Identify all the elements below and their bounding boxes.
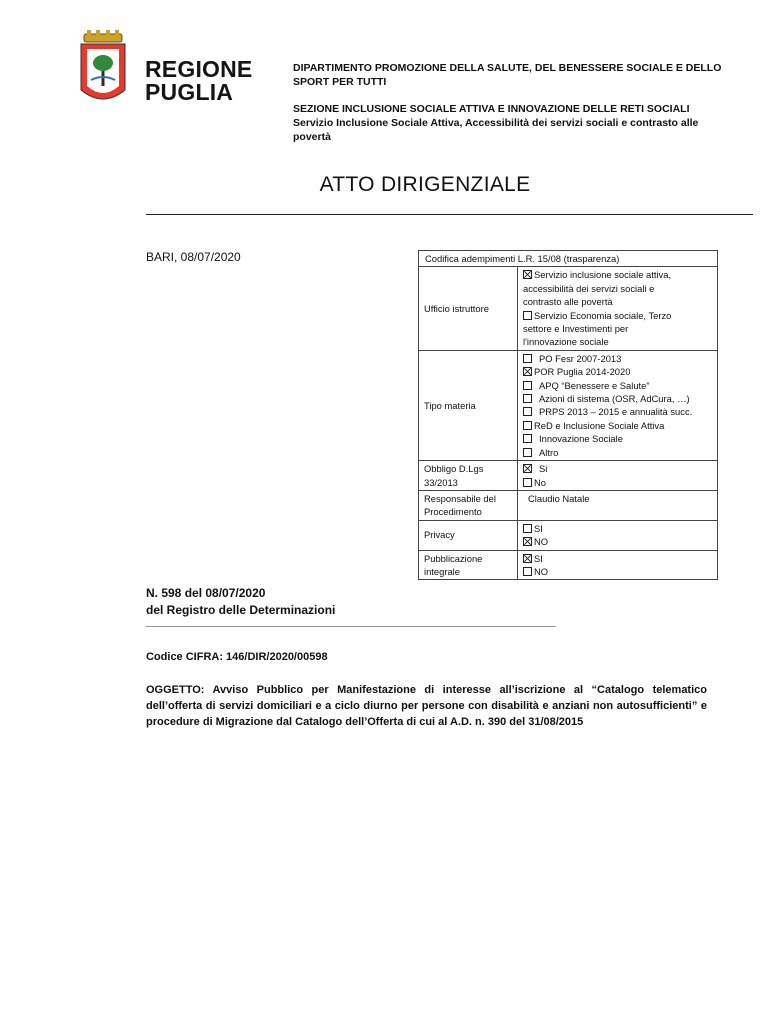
option-text: ReD e Inclusione Sociale Attiva <box>534 419 665 431</box>
unchecked-checkbox-icon <box>523 394 532 403</box>
unchecked-checkbox-icon <box>523 434 532 443</box>
underscore-rule: ________________________________________________________________________ <box>146 614 555 628</box>
tipo-option <box>523 352 712 365</box>
pubblicazione-option <box>523 565 712 578</box>
unchecked-checkbox-icon <box>523 354 532 363</box>
table-row <box>419 550 718 580</box>
unchecked-checkbox-icon <box>523 311 532 320</box>
table-row <box>419 461 718 491</box>
department-heading: DIPARTIMENTO PROMOZIONE DELLA SALUTE, DEL BENESSERE SOCIALE E DELLO SPORT PER TUTTI <box>293 62 722 88</box>
ufficio-option-2-line-1 <box>523 309 712 322</box>
table-row <box>419 267 718 350</box>
section-name: SEZIONE INCLUSIONE SOCIALE ATTIVA E INNOVAZIONE DELLE RETI SOCIALI <box>293 103 690 115</box>
option-text: APQ “Benessere e Salute” <box>539 379 650 391</box>
unchecked-checkbox-icon <box>523 524 532 533</box>
obbligo-options <box>518 461 718 491</box>
unchecked-checkbox-icon <box>523 478 532 487</box>
cifra-code: Codice CIFRA: 146/DIR/2020/00598 <box>146 651 328 663</box>
regione-puglia-coat-of-arms-icon <box>78 30 128 108</box>
tipo-option <box>523 419 712 432</box>
ufficio-label: Ufficio istruttore <box>419 267 518 350</box>
table-header: Codifica adempimenti L.R. 15/08 (trasparenza) <box>419 251 718 267</box>
privacy-label: Privacy <box>419 520 518 550</box>
obbligo-option <box>523 462 712 475</box>
ufficio-option-1-line-3: contrasto alle povertà <box>523 296 613 308</box>
option-text: SI <box>534 522 543 534</box>
transparency-table <box>418 250 718 580</box>
option-text: PRPS 2013 – 2015 e annualità succ. <box>539 406 693 418</box>
table-row <box>419 251 718 267</box>
obbligo-option <box>523 476 712 489</box>
document-title: ATTO DIRIGENZIALE <box>319 173 531 196</box>
number-line: N. 598 del 08/07/2020 <box>146 586 266 600</box>
option-text: Innovazione Sociale <box>539 433 623 445</box>
tipo-option <box>523 405 712 418</box>
option-text: Azioni di sistema (OSR, AdCura, …) <box>539 393 690 405</box>
unchecked-checkbox-icon <box>523 421 532 430</box>
title-divider <box>146 214 753 215</box>
responsabile-value <box>518 490 718 520</box>
table-row <box>419 520 718 550</box>
responsabile-label: Responsabile del Procedimento <box>419 490 518 520</box>
option-text: NO <box>534 536 549 548</box>
tipo-materia-options <box>518 350 718 460</box>
ufficio-option-1-line-2: accessibilità dei servizi sociali e <box>523 282 655 294</box>
table-row <box>419 350 718 460</box>
pubblicazione-options <box>518 550 718 580</box>
responsabile-name: Claudio Natale <box>528 492 590 504</box>
service-name: Servizio Inclusione Sociale Attiva, Accessibilità dei servizi sociali e contrasto alle povertà <box>293 117 699 143</box>
unchecked-checkbox-icon <box>523 567 532 576</box>
obbligo-label: Obbligo D.Lgs 33/2013 <box>419 461 518 491</box>
privacy-option <box>523 535 712 548</box>
pubblicazione-option <box>523 552 712 565</box>
option-text: No <box>534 476 546 488</box>
unchecked-checkbox-icon <box>523 381 532 390</box>
tipo-option <box>523 392 712 405</box>
option-text: Servizio Economia sociale, Terzo <box>534 309 672 321</box>
tipo-option <box>523 365 712 378</box>
tipo-materia-label: Tipo materia <box>419 350 518 460</box>
tipo-option <box>523 446 712 459</box>
brand-line-2: PUGLIA <box>145 79 234 105</box>
brand-name <box>145 58 252 104</box>
tipo-option <box>523 432 712 445</box>
option-text: POR Puglia 2014-2020 <box>534 366 631 378</box>
brand-line-1: REGIONE <box>145 56 253 82</box>
place-date: BARI, 08/07/2020 <box>146 250 241 264</box>
option-text: PO Fesr 2007-2013 <box>539 352 622 364</box>
option-text: NO <box>534 565 549 577</box>
unchecked-checkbox-icon <box>523 448 532 457</box>
unchecked-checkbox-icon <box>523 407 532 416</box>
option-text: Servizio inclusione sociale attiva, <box>534 269 672 281</box>
ufficio-options <box>518 267 718 350</box>
ufficio-option-1-line-1 <box>523 268 712 281</box>
option-text: Si <box>539 463 548 475</box>
ufficio-option-2-line-2: settore e Investimenti per <box>523 323 629 335</box>
checked-checkbox-icon <box>523 270 532 279</box>
checked-checkbox-icon <box>523 367 532 376</box>
privacy-options <box>518 520 718 550</box>
checked-checkbox-icon <box>523 464 532 473</box>
checked-checkbox-icon <box>523 554 532 563</box>
option-text: Altro <box>539 446 559 458</box>
section-heading <box>293 102 723 144</box>
pubblicazione-label: Pubblicazione integrale <box>419 550 518 580</box>
register-line: del Registro delle Determinazioni <box>146 603 336 617</box>
privacy-option <box>523 522 712 535</box>
subject-paragraph: OGGETTO: Avviso Pubblico per Manifestazione di interesse all’iscrizione al “Catalogo telematico dell’offerta di servizi domiciliari e a ciclo diurno per persone con disabilità e anziani non autosufficienti” e procedure di Migrazione dal Catalogo dell’Offerta di cui al A.D. n. 390 del 31/08/2015 <box>146 684 707 728</box>
table-row <box>419 490 718 520</box>
ufficio-option-2-line-3: l'innovazione sociale <box>523 336 609 348</box>
option-text: SI <box>534 552 543 564</box>
tipo-option <box>523 379 712 392</box>
checked-checkbox-icon <box>523 537 532 546</box>
